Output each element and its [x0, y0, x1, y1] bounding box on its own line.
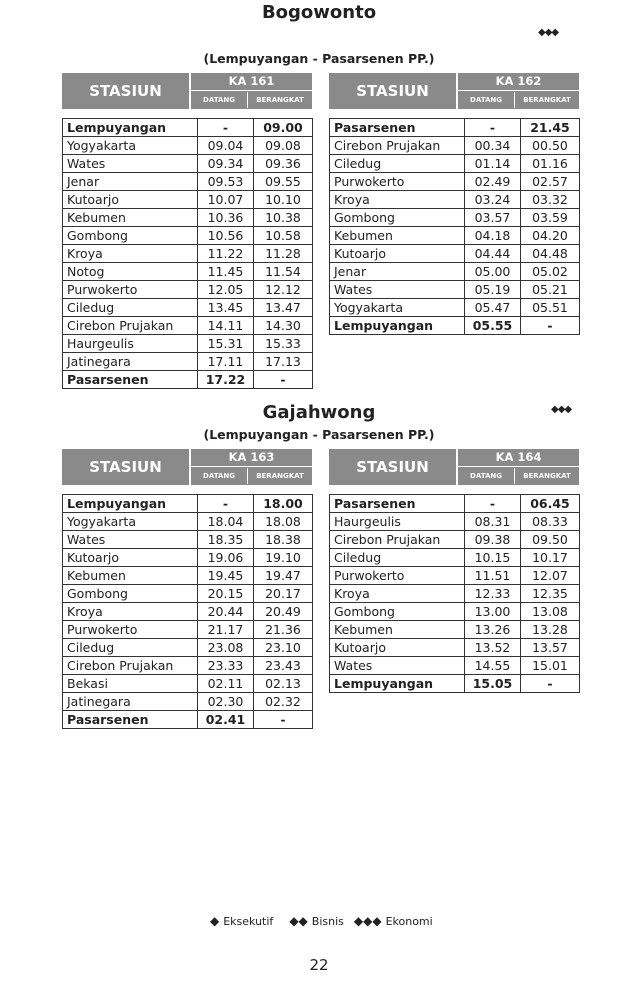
departure-time: 09.36 — [254, 155, 313, 173]
station-name: Purwokerto — [330, 173, 465, 191]
arrival-column-header: DATANG — [458, 92, 515, 108]
business-diamond-icon: ◆◆ — [289, 914, 308, 928]
station-name: Jenar — [330, 263, 465, 281]
departure-time: 13.47 — [254, 299, 313, 317]
table-row — [330, 245, 580, 263]
class-legend — [210, 914, 433, 928]
departure-time: 11.54 — [254, 263, 313, 281]
station-column-header: STASIUN — [329, 73, 458, 109]
station-name: Ciledug — [330, 155, 465, 173]
table-row — [330, 119, 580, 137]
table-row — [330, 621, 580, 639]
table-row — [63, 173, 313, 191]
table-row — [330, 639, 580, 657]
table-row — [63, 191, 313, 209]
station-name: Jatinegara — [63, 353, 198, 371]
station-name: Haurgeulis — [330, 513, 465, 531]
table-row — [330, 495, 580, 513]
table-row — [63, 603, 313, 621]
station-name: Lempuyangan — [63, 119, 198, 137]
table-row — [63, 227, 313, 245]
arrival-time: 23.08 — [198, 639, 254, 657]
station-name: Lempuyangan — [330, 317, 465, 335]
table-row — [330, 531, 580, 549]
timetable — [62, 494, 313, 729]
departure-time: 04.48 — [521, 245, 580, 263]
station-name: Yogyakarta — [63, 137, 198, 155]
arrival-time: 02.49 — [465, 173, 521, 191]
departure-time: 10.10 — [254, 191, 313, 209]
station-name: Kebumen — [330, 227, 465, 245]
timetable-header — [62, 449, 312, 485]
table-row — [330, 281, 580, 299]
station-column-header: STASIUN — [62, 73, 191, 109]
station-name: Pasarsenen — [330, 495, 465, 513]
departure-time: 05.02 — [521, 263, 580, 281]
station-name: Kutoarjo — [63, 191, 198, 209]
station-name: Kebumen — [330, 621, 465, 639]
table-row — [330, 585, 580, 603]
arrival-time: 02.41 — [198, 711, 254, 729]
table-row — [330, 299, 580, 317]
departure-column-header: BERANGKAT — [256, 472, 304, 480]
departure-column-header: BERANGKAT — [523, 472, 571, 480]
station-name: Yogyakarta — [63, 513, 198, 531]
timetable — [329, 494, 580, 693]
arrival-time: 09.38 — [465, 531, 521, 549]
arrival-time: 09.53 — [198, 173, 254, 191]
station-name: Wates — [330, 657, 465, 675]
departure-time: 23.10 — [254, 639, 313, 657]
departure-time: 04.20 — [521, 227, 580, 245]
departure-time: 13.08 — [521, 603, 580, 621]
arrival-time: 01.14 — [465, 155, 521, 173]
arrival-time: 05.00 — [465, 263, 521, 281]
table-row — [63, 657, 313, 675]
arrival-time: 11.22 — [198, 245, 254, 263]
station-name: Kutoarjo — [330, 245, 465, 263]
departure-time: - — [521, 675, 580, 693]
departure-time: 18.38 — [254, 531, 313, 549]
arrival-time: 21.17 — [198, 621, 254, 639]
table-row — [330, 657, 580, 675]
departure-time: 11.28 — [254, 245, 313, 263]
departure-time: 02.32 — [254, 693, 313, 711]
table-row — [63, 353, 313, 371]
station-name: Cirebon Prujakan — [63, 657, 198, 675]
arrival-time: 08.31 — [465, 513, 521, 531]
station-name: Gombong — [330, 603, 465, 621]
station-name: Pasarsenen — [330, 119, 465, 137]
table-row — [63, 263, 313, 281]
departure-time: 14.30 — [254, 317, 313, 335]
arrival-time: 02.30 — [198, 693, 254, 711]
station-name: Kebumen — [63, 567, 198, 585]
timetable — [329, 118, 580, 335]
station-name: Kutoarjo — [63, 549, 198, 567]
departure-time: 20.49 — [254, 603, 313, 621]
arrival-time: 11.51 — [465, 567, 521, 585]
departure-time: 09.50 — [521, 531, 580, 549]
arrival-time: 18.35 — [198, 531, 254, 549]
legend-label-business: Bisnis — [311, 914, 344, 928]
arrival-column-header: DATANG — [191, 92, 248, 108]
station-name: Kroya — [330, 585, 465, 603]
arrival-time: 09.34 — [198, 155, 254, 173]
economy-class-diamond-icon: ◆◆◆ — [538, 27, 559, 38]
train-number: KA 161 — [191, 73, 312, 91]
table-row — [330, 317, 580, 335]
departure-time: 15.33 — [254, 335, 313, 353]
section-route: (Lempuyangan - Pasarsenen PP.) — [203, 427, 435, 442]
station-name: Gombong — [330, 209, 465, 227]
table-row — [63, 621, 313, 639]
station-name: Pasarsenen — [63, 371, 198, 389]
table-row — [63, 639, 313, 657]
arrival-time: 13.45 — [198, 299, 254, 317]
departure-time: 09.08 — [254, 137, 313, 155]
departure-time: 02.57 — [521, 173, 580, 191]
arrival-time: 03.24 — [465, 191, 521, 209]
station-name: Notog — [63, 263, 198, 281]
arrival-time: 11.45 — [198, 263, 254, 281]
arrival-time: 05.19 — [465, 281, 521, 299]
departure-time: - — [254, 711, 313, 729]
arrival-time: - — [198, 495, 254, 513]
table-row — [330, 155, 580, 173]
station-name: Lempuyangan — [63, 495, 198, 513]
arrival-column-header: DATANG — [458, 468, 515, 484]
table-row — [330, 263, 580, 281]
timetable-header — [329, 449, 579, 485]
executive-diamond-icon: ◆ — [210, 914, 220, 928]
station-name: Haurgeulis — [63, 335, 198, 353]
departure-time: 19.10 — [254, 549, 313, 567]
arrival-time: 18.04 — [198, 513, 254, 531]
departure-column-header: BERANGKAT — [523, 96, 571, 104]
table-row — [63, 585, 313, 603]
table-row — [330, 137, 580, 155]
station-name: Kebumen — [63, 209, 198, 227]
arrival-time: - — [465, 495, 521, 513]
departure-time: 13.28 — [521, 621, 580, 639]
table-row — [63, 711, 313, 729]
arrival-time: 20.15 — [198, 585, 254, 603]
table-row — [63, 513, 313, 531]
table-row — [63, 495, 313, 513]
station-name: Purwokerto — [63, 621, 198, 639]
departure-time: 12.35 — [521, 585, 580, 603]
train-number: KA 162 — [458, 73, 579, 91]
table-row — [63, 675, 313, 693]
station-name: Ciledug — [63, 299, 198, 317]
train-number: KA 164 — [458, 449, 579, 467]
table-row — [330, 191, 580, 209]
table-row — [330, 567, 580, 585]
departure-time: 23.43 — [254, 657, 313, 675]
arrival-time: 12.05 — [198, 281, 254, 299]
departure-time: 06.45 — [521, 495, 580, 513]
legend-label-executive: Eksekutif — [223, 914, 274, 928]
arrival-time: 04.18 — [465, 227, 521, 245]
arrival-time: 09.04 — [198, 137, 254, 155]
departure-time: 10.58 — [254, 227, 313, 245]
economy-diamond-icon: ◆◆◆ — [353, 914, 382, 928]
table-row — [63, 155, 313, 173]
arrival-time: 13.26 — [465, 621, 521, 639]
arrival-time: 23.33 — [198, 657, 254, 675]
section-title: Bogowonto — [261, 2, 377, 23]
arrival-time: 13.00 — [465, 603, 521, 621]
departure-time: 12.12 — [254, 281, 313, 299]
departure-time: 00.50 — [521, 137, 580, 155]
table-row — [330, 549, 580, 567]
station-name: Ciledug — [330, 549, 465, 567]
departure-time: - — [254, 371, 313, 389]
departure-time: 03.32 — [521, 191, 580, 209]
timetable-header — [329, 73, 579, 109]
departure-time: 08.33 — [521, 513, 580, 531]
table-row — [63, 335, 313, 353]
table-row — [63, 209, 313, 227]
station-column-header: STASIUN — [62, 449, 191, 485]
arrival-column-header: DATANG — [191, 468, 248, 484]
arrival-time: 20.44 — [198, 603, 254, 621]
table-row — [63, 245, 313, 263]
arrival-time: - — [465, 119, 521, 137]
section-title: Gajahwong — [262, 402, 376, 423]
station-name: Ciledug — [63, 639, 198, 657]
economy-class-diamond-icon: ◆◆◆ — [551, 404, 572, 415]
table-row — [330, 209, 580, 227]
departure-time: 19.47 — [254, 567, 313, 585]
arrival-time: 13.52 — [465, 639, 521, 657]
table-row — [63, 371, 313, 389]
section-route: (Lempuyangan - Pasarsenen PP.) — [203, 51, 435, 66]
table-row — [330, 173, 580, 191]
departure-time: 12.07 — [521, 567, 580, 585]
arrival-time: 12.33 — [465, 585, 521, 603]
station-name: Kroya — [63, 245, 198, 263]
station-name: Jenar — [63, 173, 198, 191]
departure-time: 01.16 — [521, 155, 580, 173]
station-name: Kutoarjo — [330, 639, 465, 657]
station-name: Cirebon Prujakan — [63, 317, 198, 335]
arrival-time: 15.31 — [198, 335, 254, 353]
departure-time: 13.57 — [521, 639, 580, 657]
arrival-time: 05.55 — [465, 317, 521, 335]
table-row — [63, 567, 313, 585]
station-name: Kroya — [63, 603, 198, 621]
table-row — [63, 281, 313, 299]
table-row — [330, 513, 580, 531]
station-name: Wates — [63, 155, 198, 173]
table-row — [330, 675, 580, 693]
departure-time: 05.21 — [521, 281, 580, 299]
arrival-time: 19.06 — [198, 549, 254, 567]
station-name: Pasarsenen — [63, 711, 198, 729]
arrival-time: 14.55 — [465, 657, 521, 675]
departure-time: 03.59 — [521, 209, 580, 227]
station-name: Gombong — [63, 585, 198, 603]
station-name: Cirebon Prujakan — [330, 531, 465, 549]
departure-time: 10.38 — [254, 209, 313, 227]
station-name: Wates — [63, 531, 198, 549]
station-name: Wates — [330, 281, 465, 299]
departure-time: - — [521, 317, 580, 335]
departure-time: 10.17 — [521, 549, 580, 567]
arrival-time: 10.56 — [198, 227, 254, 245]
legend-label-economy: Ekonomi — [385, 914, 433, 928]
arrival-time: 10.36 — [198, 209, 254, 227]
arrival-time: 04.44 — [465, 245, 521, 263]
departure-time: 09.00 — [254, 119, 313, 137]
station-name: Lempuyangan — [330, 675, 465, 693]
arrival-time: 17.11 — [198, 353, 254, 371]
arrival-time: 00.34 — [465, 137, 521, 155]
station-name: Jatinegara — [63, 693, 198, 711]
table-row — [63, 137, 313, 155]
departure-column-header: BERANGKAT — [256, 96, 304, 104]
table-row — [63, 299, 313, 317]
table-row — [330, 227, 580, 245]
station-name: Kroya — [330, 191, 465, 209]
table-row — [63, 119, 313, 137]
departure-time: 17.13 — [254, 353, 313, 371]
table-row — [63, 531, 313, 549]
page-number: 22 — [309, 956, 329, 974]
departure-time: 21.45 — [521, 119, 580, 137]
departure-time: 02.13 — [254, 675, 313, 693]
station-name: Purwokerto — [63, 281, 198, 299]
station-name: Purwokerto — [330, 567, 465, 585]
station-column-header: STASIUN — [329, 449, 458, 485]
departure-time: 05.51 — [521, 299, 580, 317]
departure-time: 15.01 — [521, 657, 580, 675]
timetable — [62, 118, 313, 389]
table-row — [63, 693, 313, 711]
departure-time: 21.36 — [254, 621, 313, 639]
departure-time: 20.17 — [254, 585, 313, 603]
table-row — [63, 549, 313, 567]
arrival-time: 17.22 — [198, 371, 254, 389]
train-number: KA 163 — [191, 449, 312, 467]
station-name: Gombong — [63, 227, 198, 245]
arrival-time: 05.47 — [465, 299, 521, 317]
arrival-time: 10.15 — [465, 549, 521, 567]
arrival-time: 03.57 — [465, 209, 521, 227]
station-name: Yogyakarta — [330, 299, 465, 317]
station-name: Cirebon Prujakan — [330, 137, 465, 155]
arrival-time: 14.11 — [198, 317, 254, 335]
timetable-header — [62, 73, 312, 109]
departure-time: 18.00 — [254, 495, 313, 513]
departure-time: 09.55 — [254, 173, 313, 191]
arrival-time: - — [198, 119, 254, 137]
arrival-time: 19.45 — [198, 567, 254, 585]
table-row — [330, 603, 580, 621]
arrival-time: 15.05 — [465, 675, 521, 693]
station-name: Bekasi — [63, 675, 198, 693]
table-row — [63, 317, 313, 335]
arrival-time: 10.07 — [198, 191, 254, 209]
arrival-time: 02.11 — [198, 675, 254, 693]
departure-time: 18.08 — [254, 513, 313, 531]
